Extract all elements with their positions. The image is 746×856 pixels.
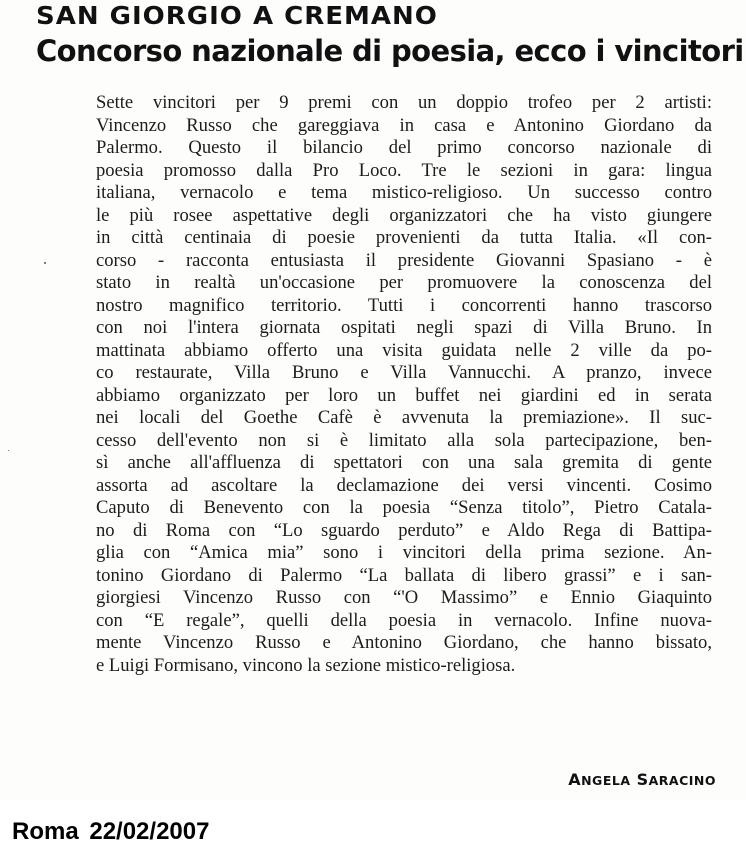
article-line: cesso dell'evento non si è limitato alla sola partecipazione, ben-	[96, 429, 712, 451]
article-line: corso - racconta entusiasta il presidente Giovanni Spasiano - è	[96, 249, 712, 271]
article-line: Caputo di Benevento con la poesia “Senza titolo”, Pietro Catala-	[96, 497, 712, 518]
article-byline	[568, 770, 716, 789]
article-line: mattinata abbiamo offerto una visita guidata nelle 2 ville da po-	[96, 339, 712, 361]
article-body	[96, 92, 712, 677]
article-line: assorta ad ascoltare la declamazione dei versi vincenti. Cosimo	[96, 474, 712, 496]
article-line: glia con “Amica mia” sono i vincitori della prima sezione. An-	[96, 542, 712, 563]
article-line: poesia promosso dalla Pro Loco. Tre le sezioni in gara: lingua	[96, 159, 712, 181]
article-line: giorgiesi Vincenzo Russo con “'O Massimo” e Ennio Giaquinto	[96, 587, 712, 608]
article-line: Vincenzo Russo che gareggiava in casa e Antonino Giordano da	[96, 114, 712, 136]
scan-speck	[44, 262, 46, 264]
article-kicker: SAN GIORGIO A CREMANO	[36, 2, 438, 31]
article-line: tonino Giordano di Palermo “La ballata di libero grassi” e i san-	[96, 564, 712, 586]
article-line: Palermo. Questo il bilancio del primo concorso nazionale di	[96, 137, 712, 158]
byline-rest: ARACINO	[648, 773, 716, 788]
article-line: abbiamo organizzato per loro un buffet nei giardini ed in serata	[96, 384, 712, 406]
article-line: in città centinaia di poesie provenienti da tutta Italia. «Il con-	[96, 227, 712, 248]
article-headline: Concorso nazionale di poesia, ecco i vincitori	[36, 34, 744, 68]
byline-initial: S	[636, 770, 649, 789]
article-line: co restaurate, Villa Bruno e Villa Vannucchi. A pranzo, invece	[96, 362, 712, 383]
byline-rest: NGELA	[581, 773, 631, 788]
date-caption: Roma 22/02/2007	[12, 818, 210, 845]
article-line: italiana, vernacolo e tema mistico-religioso. Un successo contro	[96, 182, 712, 203]
article-line: le più rosee aspettative degli organizzatori che ha visto giungere	[96, 204, 712, 226]
article-line: Sette vincitori per 9 premi con un doppio trofeo per 2 artisti:	[96, 92, 712, 113]
article-line: nostro magnifico territorio. Tutti i concorrenti hanno trascorso	[96, 294, 712, 316]
article-line: no di Roma con “Lo sguardo perduto” e Aldo Rega di Battipa-	[96, 519, 712, 541]
article-line: sì anche all'affluenza di spettatori con una sala gremita di gente	[96, 452, 712, 473]
article-line: con “E regale”, quelli della poesia in vernacolo. Infine nuova-	[96, 609, 712, 631]
article-line: stato in realtà un'occasione per promuovere la conoscenza del	[96, 272, 712, 293]
scan-speck	[8, 450, 9, 451]
article-line: con noi l'intera giornata ospitati negli spazi di Villa Bruno. In	[96, 317, 712, 338]
article-line: e Luigi Formisano, vincono la sezione mistico-religiosa.	[96, 654, 516, 676]
article-line: nei locali del Goethe Cafè è avvenuta la premiazione». Il suc-	[96, 407, 712, 428]
byline-initial: A	[568, 770, 582, 789]
article-line: mente Vincenzo Russo e Antonino Giordano, che hanno bissato,	[96, 632, 712, 653]
